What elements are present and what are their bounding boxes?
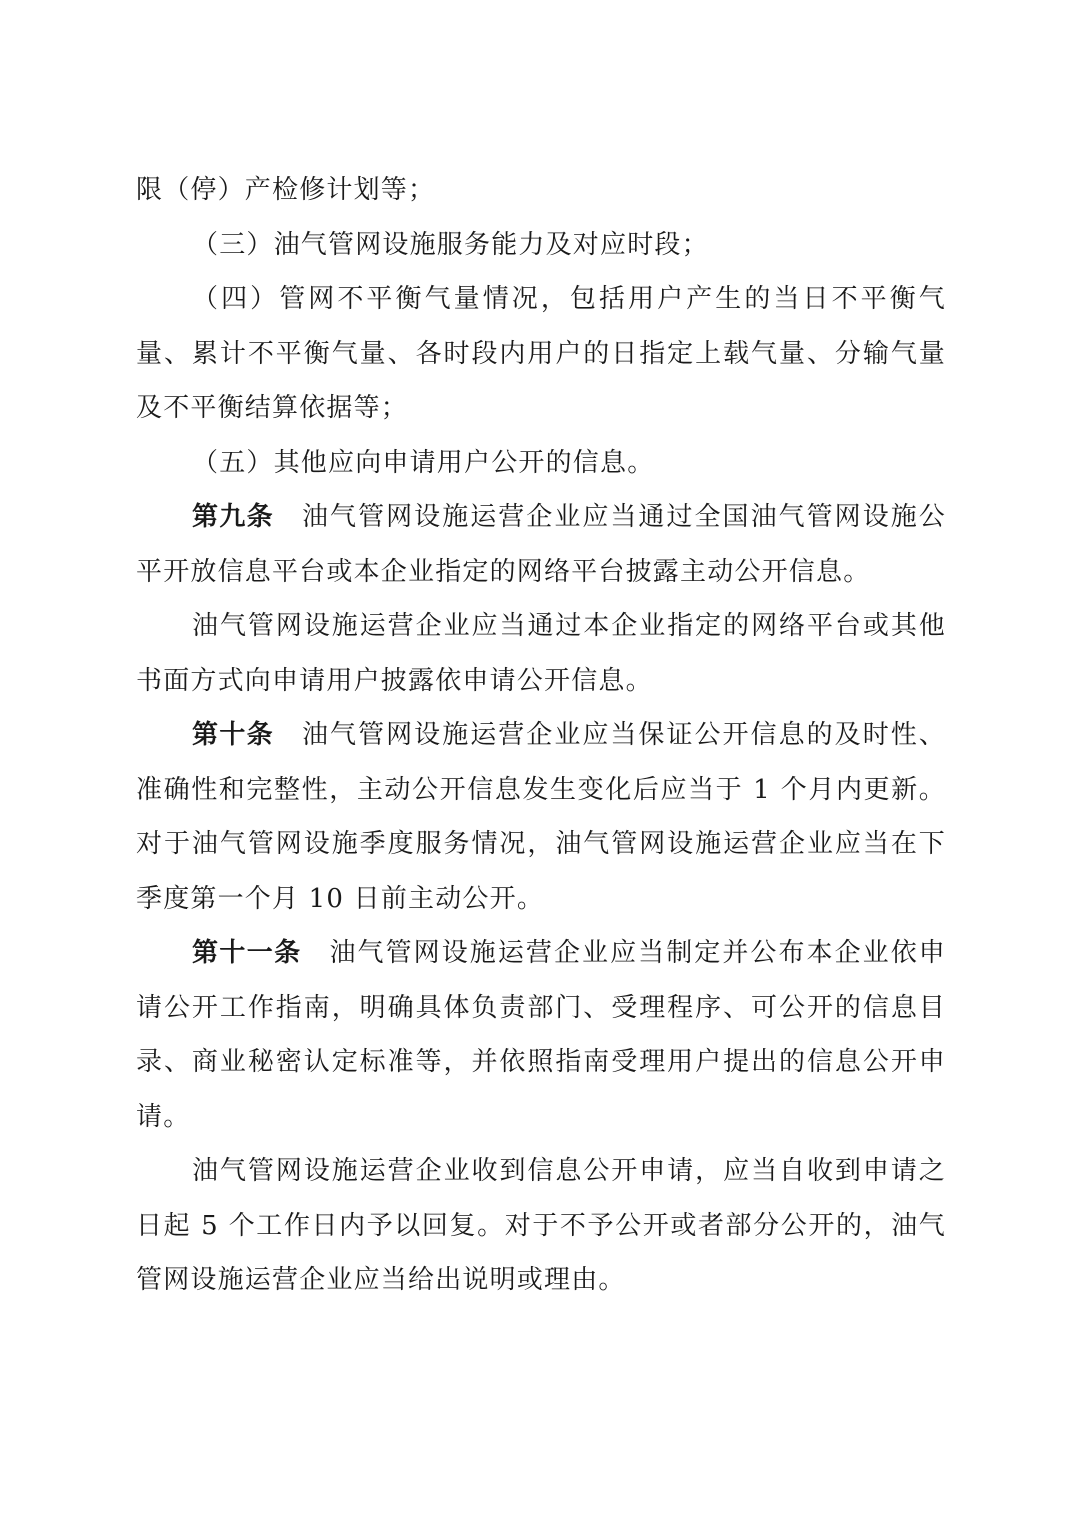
paragraph-1: [136, 218, 946, 273]
paragraph-text: 油气管网设施运营企业收到信息公开申请，应当自收到申请之日起 5 个工作日内予以回复。对于不予公开或者部分公开的，油气管网设施运营企业应当给出说明或理由。: [136, 1156, 946, 1295]
article-heading: 第十一条: [192, 938, 302, 968]
article-10: [136, 708, 946, 926]
paragraph-8: [136, 1144, 946, 1308]
paragraph-text: （三）油气管网设施服务能力及对应时段；: [192, 229, 709, 260]
paragraph-text: （四）管网不平衡气量情况，包括用户产生的当日不平衡气量、累计不平衡气量、各时段内用户的日指定上载气量、分输气量及不平衡结算依据等；: [136, 284, 946, 423]
paragraph-0: [136, 163, 946, 218]
article-9: [136, 490, 946, 599]
paragraph-3: [136, 436, 946, 491]
article-heading: 第九条: [192, 502, 275, 532]
paragraph-text: （五）其他应向申请用户公开的信息。: [192, 447, 655, 478]
article-11: [136, 926, 946, 1144]
paragraph-text: 限（停）产检修计划等；: [136, 175, 436, 205]
paragraph-5: [136, 599, 946, 708]
document-body: [136, 163, 946, 1308]
article-heading: 第十条: [192, 720, 275, 750]
paragraph-text: 油气管网设施运营企业应当通过全国油气管网设施公平开放信息平台或本企业指定的网络平台披露主动公开信息。: [136, 502, 946, 587]
paragraph-2: [136, 272, 946, 436]
paragraph-text: 油气管网设施运营企业应当保证公开信息的及时性、准确性和完整性，主动公开信息发生变化后应当于 1 个月内更新。对于油气管网设施季度服务情况，油气管网设施运营企业应当在下季度第一个月 10 日前主动公开。: [136, 720, 946, 914]
paragraph-text: 油气管网设施运营企业应当制定并公布本企业依申请公开工作指南，明确具体负责部门、受理程序、可公开的信息目录、商业秘密认定标准等，并依照指南受理用户提出的信息公开申请。: [136, 938, 946, 1132]
paragraph-text: 油气管网设施运营企业应当通过本企业指定的网络平台或其他书面方式向申请用户披露依申请公开信息。: [136, 611, 946, 696]
